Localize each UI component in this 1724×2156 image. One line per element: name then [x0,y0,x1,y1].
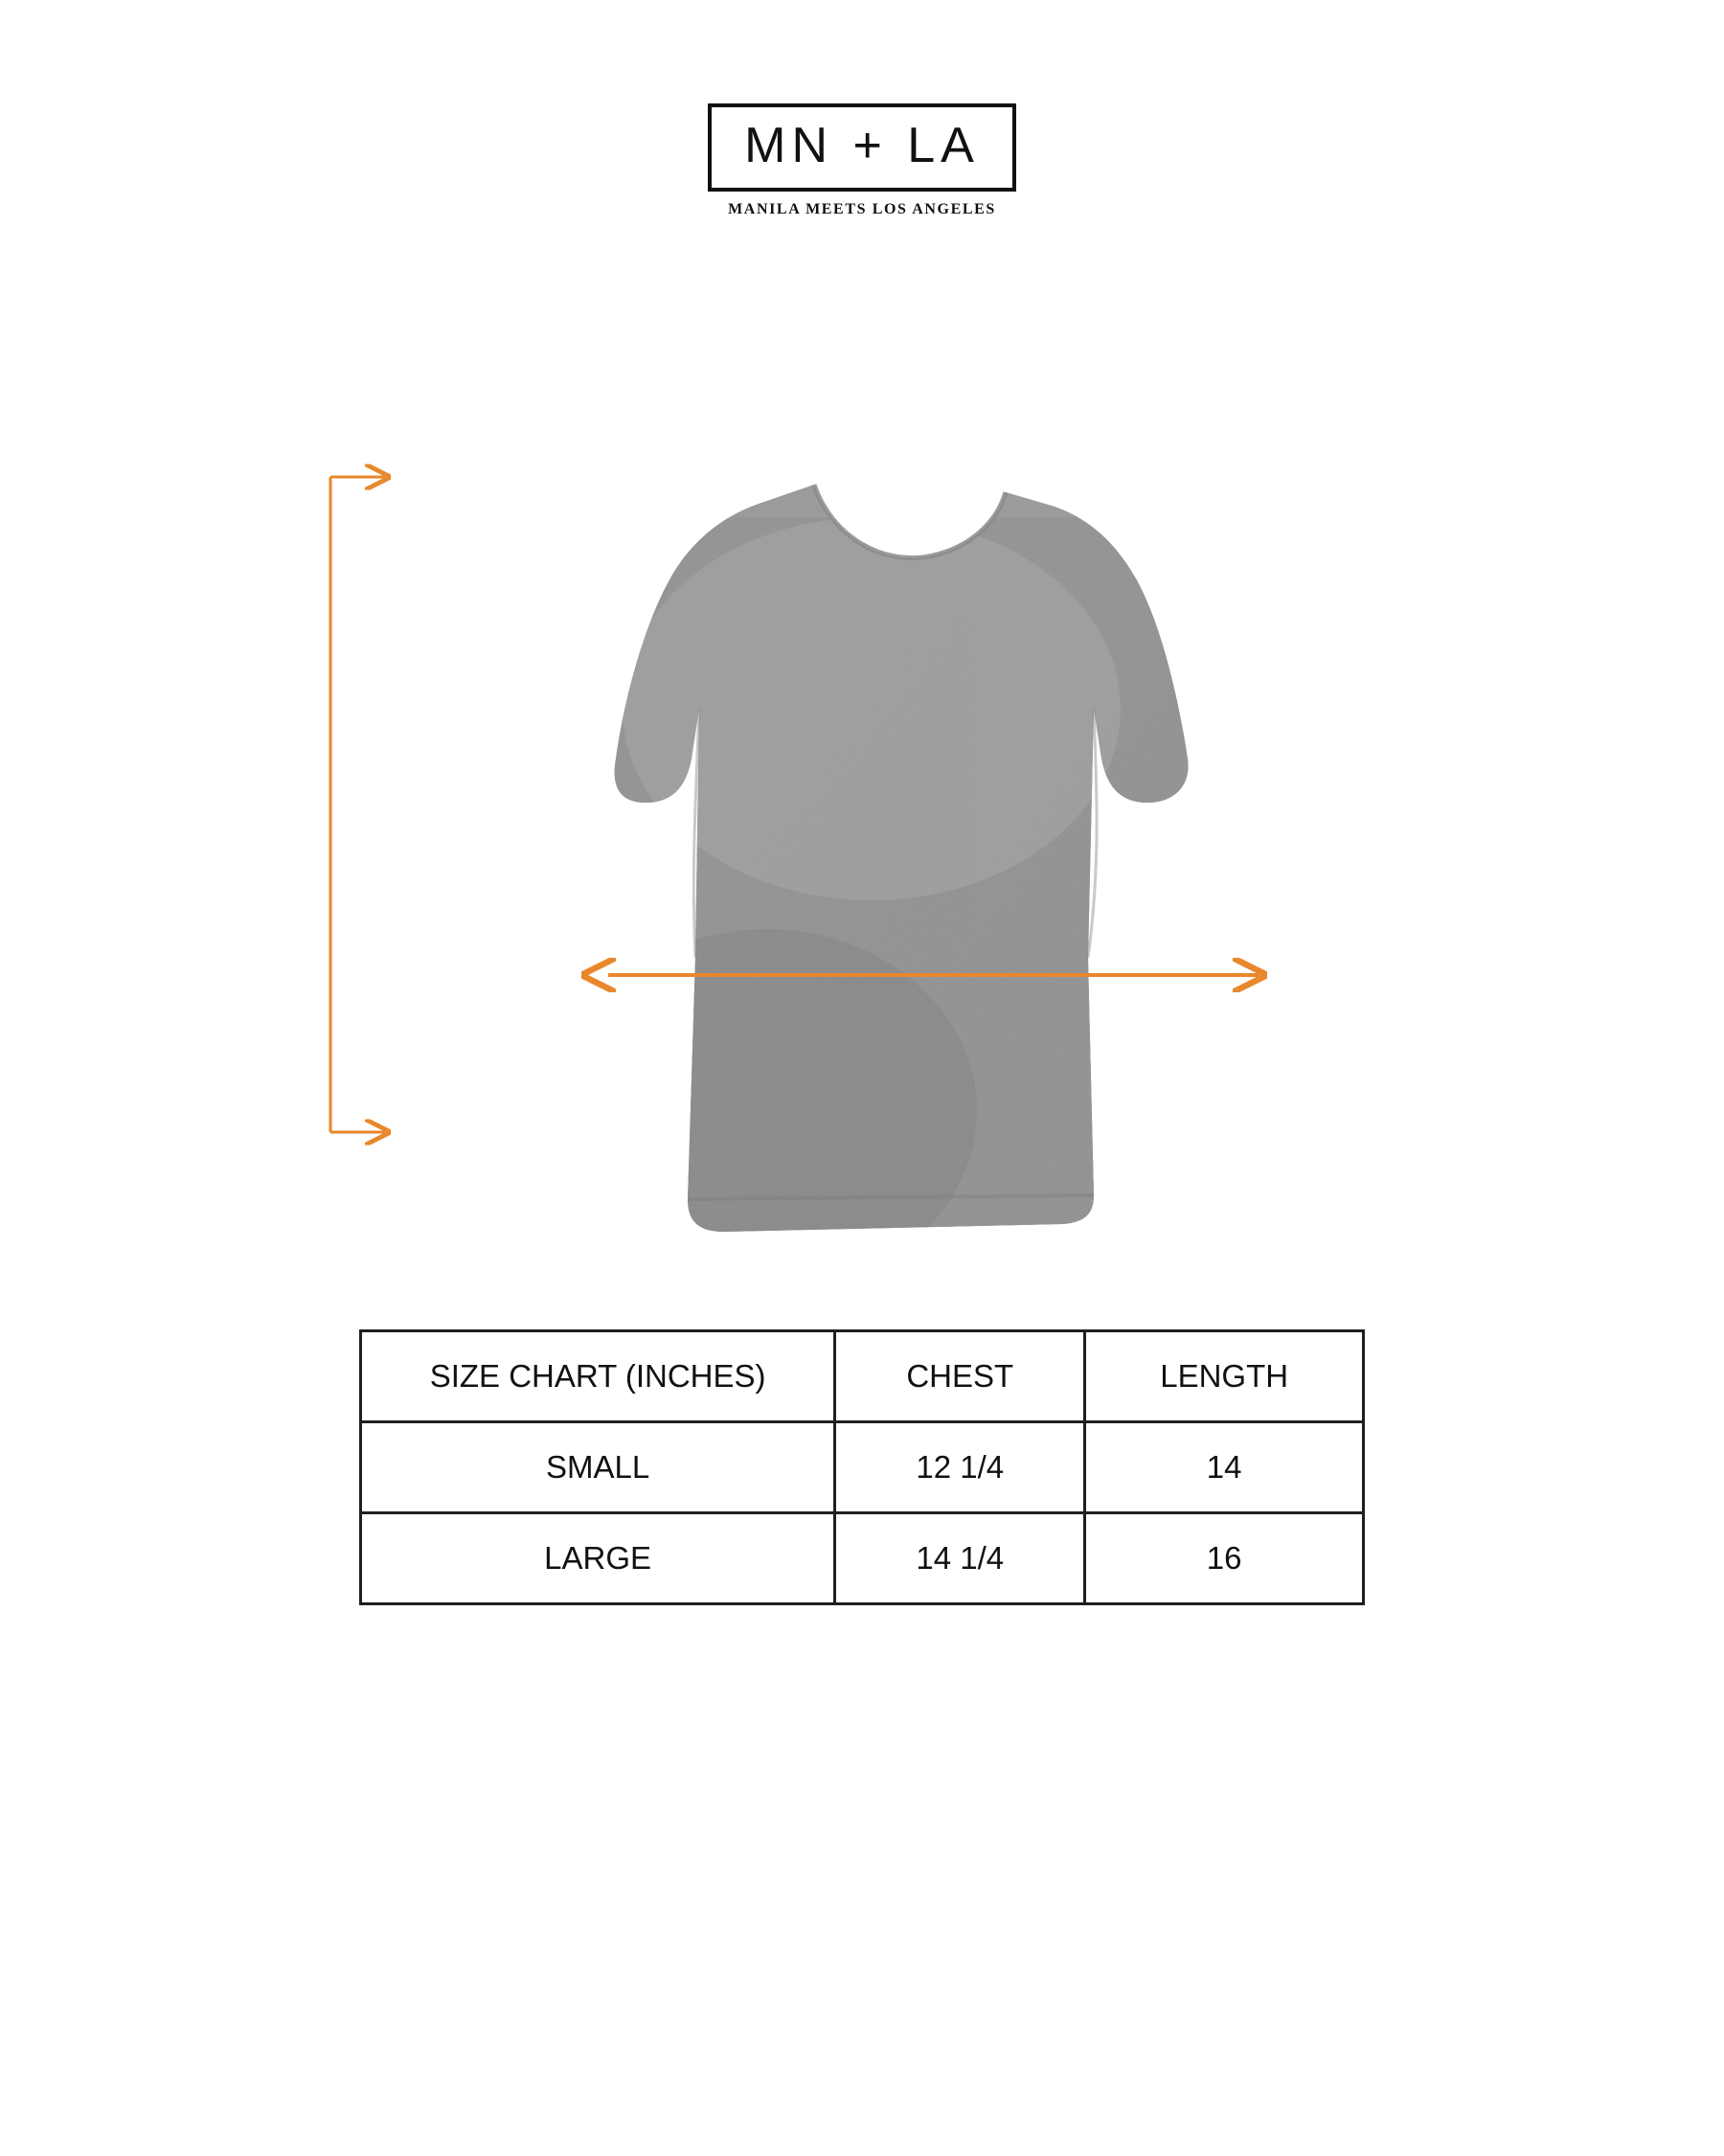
logo-box [708,103,1016,192]
cell-size: SMALL [361,1422,835,1513]
length-measure-arrow [330,477,385,1132]
table-row [361,1422,1364,1513]
header-length: LENGTH [1085,1331,1364,1422]
tank-top-image [527,421,1197,1264]
logo-text: MN + LA [744,118,980,173]
header-chest: CHEST [835,1331,1085,1422]
brand-tagline: MANILA MEETS LOS ANGELES [728,201,996,217]
table-header-row [361,1331,1364,1422]
cell-length: 16 [1085,1513,1364,1604]
cell-length: 14 [1085,1422,1364,1513]
size-chart-table [359,1329,1365,1605]
cell-chest: 14 1/4 [835,1513,1085,1604]
header-size-chart: SIZE CHART (INCHES) [361,1331,835,1422]
cell-size: LARGE [361,1513,835,1604]
cell-chest: 12 1/4 [835,1422,1085,1513]
product-illustration [287,383,1437,1245]
brand-logo [0,103,1724,218]
table-row [361,1513,1364,1604]
